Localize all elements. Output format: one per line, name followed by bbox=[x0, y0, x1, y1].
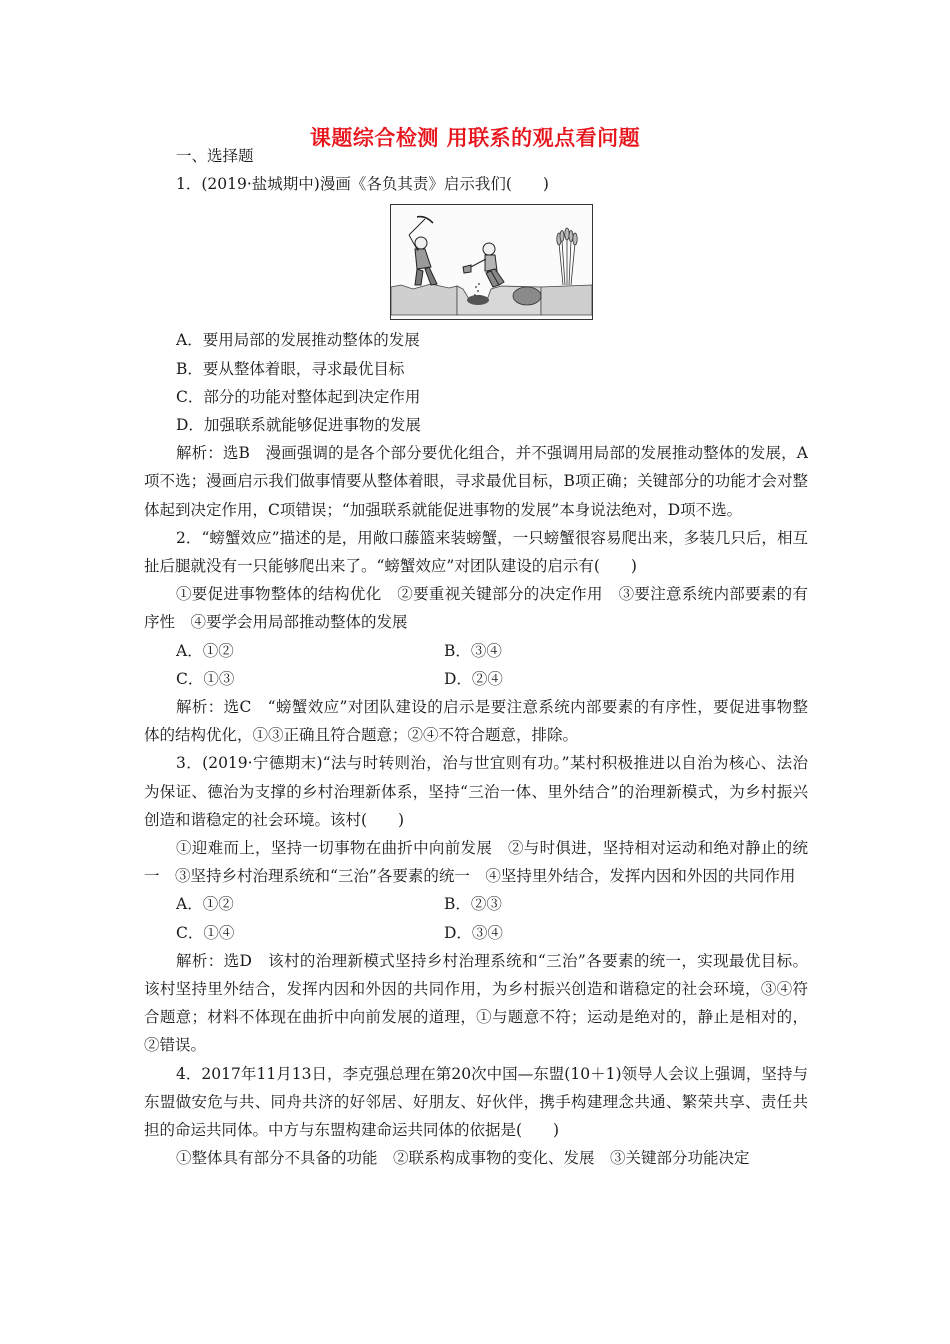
question-1-stem: 1．(2019·盐城期中)漫画《各负其责》启示我们( ) bbox=[176, 175, 549, 194]
q2-option-b: B．③④ bbox=[444, 641, 502, 660]
q1-option-c: C．部分的功能对整体起到决定作用 bbox=[176, 387, 421, 406]
page-title: 课题综合检测 用联系的观点看问题 bbox=[309, 126, 641, 150]
q1-option-d: D．加强联系就能够促进事物的发展 bbox=[176, 416, 421, 435]
q1-option-a: A．要用局部的发展推动整体的发展 bbox=[176, 331, 420, 350]
q3-analysis: 解析：选D 该村的治理新模式坚持乡村治理系统和“三治”各要素的统一，实现最优目标。该村坚持里外结合，发挥内因和外因的共同作用，为乡村振兴创造和谐稳定的社会环境，③④符合题意；材料不体现在曲折中向前发展的道理，①与题意不符；运动是绝对的，静止是相对的，②错误。 bbox=[144, 951, 808, 1055]
q3-statements: ①迎难而上，坚持一切事物在曲折中向前发展 ②与时俱进，坚持相对运动和绝对静止的统一 ③坚持乡村治理系统和“三治”各要素的统一 ④坚持里外结合，发挥内因和外因的共同作用 bbox=[144, 839, 808, 886]
q2-option-d: D．②④ bbox=[444, 669, 503, 688]
q2-option-a: A．①② bbox=[176, 641, 234, 660]
q3-options-row-2 bbox=[144, 919, 808, 947]
section-heading: 一、选择题 bbox=[176, 147, 254, 165]
q1-option-b: B．要从整体着眼，寻求最优目标 bbox=[176, 359, 405, 378]
document-body bbox=[144, 142, 808, 1172]
q3-option-c: C．①④ bbox=[176, 923, 235, 942]
question-3-stem: 3．(2019·宁德期末)“法与时转则治，治与世宜则有功。”某村积极推进以自治为核心、法治为保证、德治为支撑的乡村治理新体系，坚持“三治一体、里外结合”的治理新模式，为乡村振兴创造和谐稳定的社会环境。该村( ) bbox=[144, 754, 808, 829]
cartoon-figure bbox=[390, 204, 593, 320]
q3-option-b: B．②③ bbox=[444, 895, 502, 914]
q3-option-a: A．①② bbox=[176, 895, 234, 914]
q2-options-row-2 bbox=[144, 665, 808, 693]
q3-options-row-1 bbox=[144, 890, 808, 918]
question-2-stem: 2．“螃蟹效应”描述的是，用敞口藤篮来装螃蟹，一只螃蟹很容易爬出来，多装几只后，相互扯后腿就没有一只能够爬出来了。“螃蟹效应”对团队建设的启示有( ) bbox=[144, 528, 808, 576]
q4-statements: ①整体具有部分不具备的功能 ②联系构成事物的变化、发展 ③关键部分功能决定 bbox=[176, 1149, 750, 1168]
cartoon-illustration bbox=[391, 205, 592, 319]
question-4-stem: 4．2017年11月13日，李克强总理在第20次中国—东盟(10＋1)领导人会议上强调，坚持与东盟做安危与共、同舟共济的好邻居、好朋友、好伙伴，携手构建理念共通、繁荣共享、责任共担的命运共同体。中方与东盟构建命运共同体的依据是( ) bbox=[144, 1064, 808, 1140]
q2-options-row-1 bbox=[144, 637, 808, 665]
q1-analysis: 解析：选B 漫画强调的是各个部分要优化组合，并不强调用局部的发展推动整体的发展，A项不选；漫画启示我们做事情要从整体着眼，寻求最优目标，B项正确；关键部分的功能才会对整体起到决定作用，C项错误；“加强联系就能促进事物的发展”本身说法绝对，D项不选。 bbox=[144, 444, 808, 519]
q2-statements: ①要促进事物整体的结构优化 ②要重视关键部分的决定作用 ③要注意系统内部要素的有序性 ④要学会用局部推动整体的发展 bbox=[144, 585, 808, 632]
q3-option-d: D．③④ bbox=[444, 923, 503, 942]
q2-analysis: 解析：选C “螃蟹效应”对团队建设的启示是要注意系统内部要素的有序性，要促进事物整体的结构优化，①③正确且符合题意；②④不符合题意，排除。 bbox=[144, 698, 808, 745]
q2-option-c: C．①③ bbox=[176, 669, 235, 688]
